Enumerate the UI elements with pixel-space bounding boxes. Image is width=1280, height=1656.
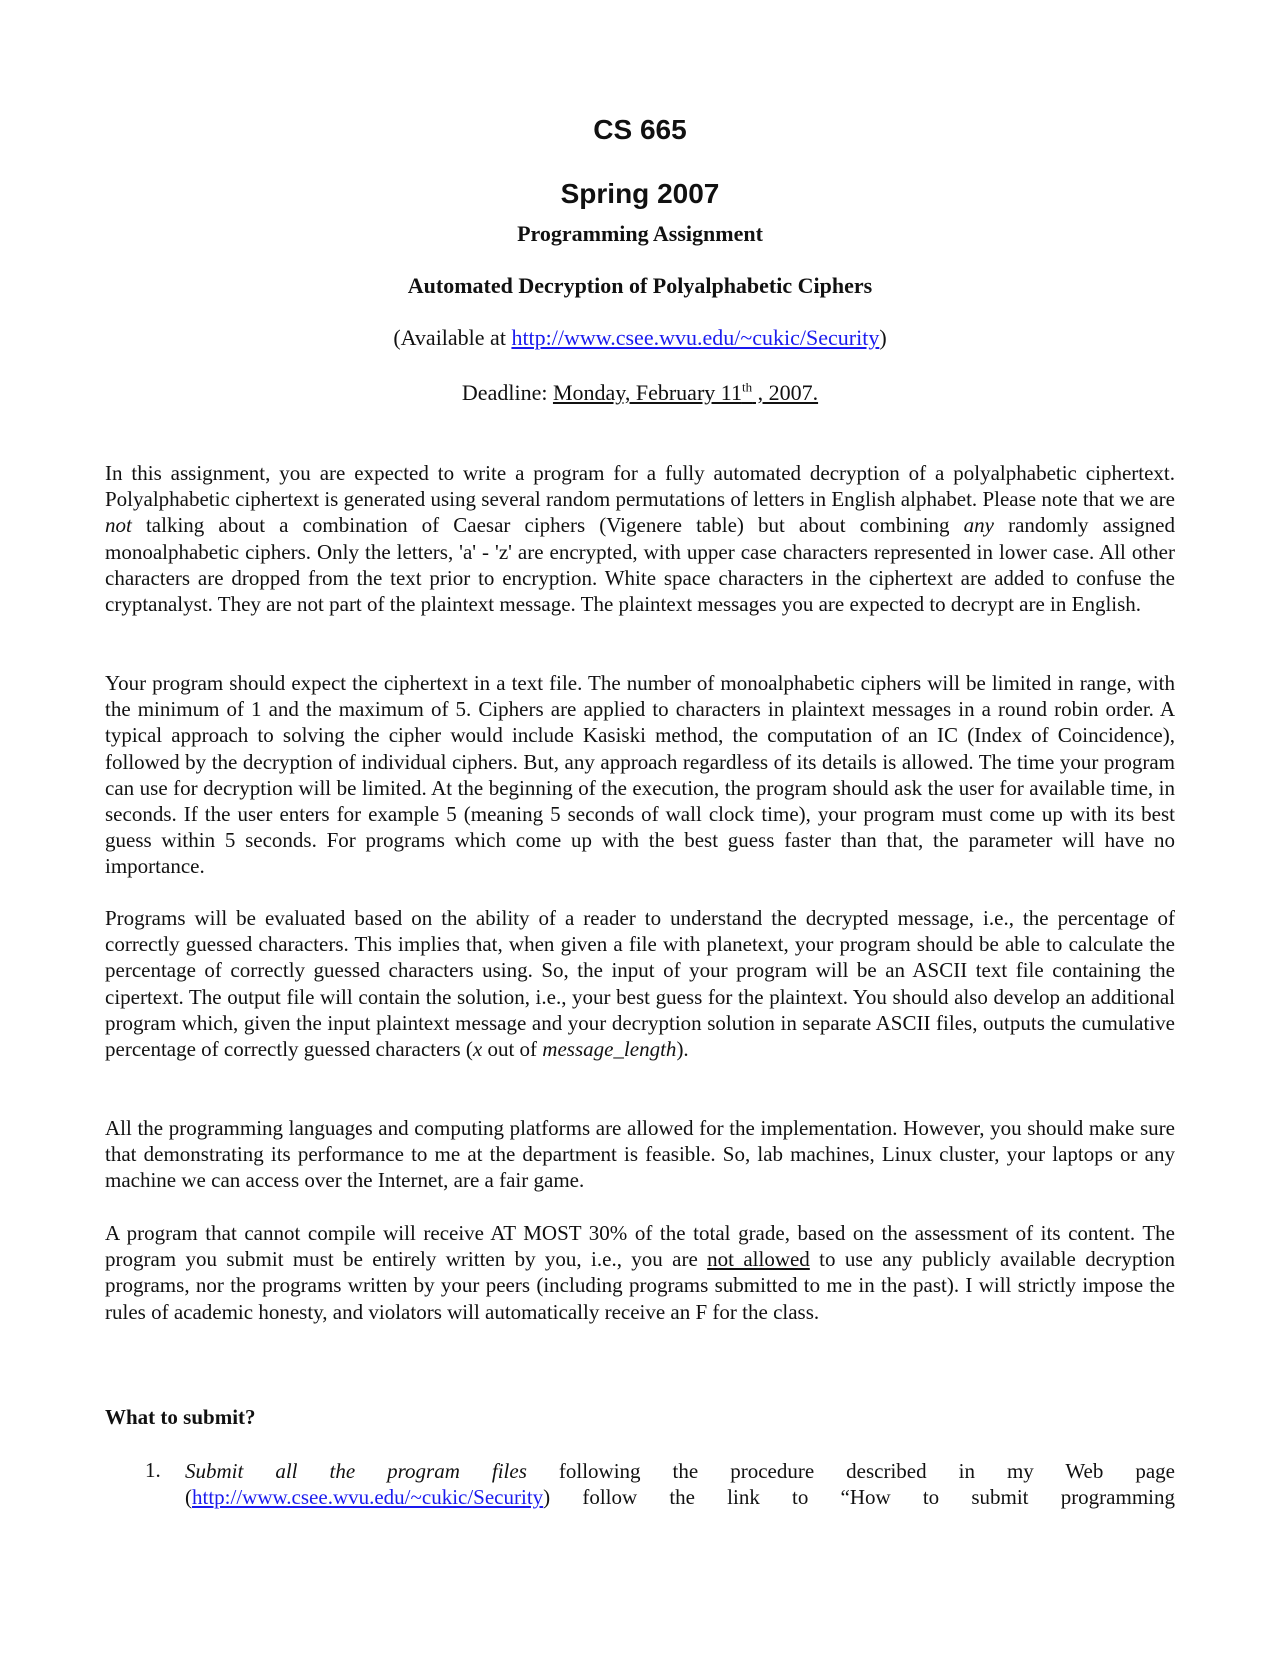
list-item-text: following the procedure described in my Web page ( <box>185 1459 1175 1510</box>
evaluation-text-2: out of <box>482 1037 543 1062</box>
evaluation-text-1: Programs will be evaluated based on the ability of a reader to understand the decrypted message, i.e., the percentage of correctly guessed characters. This implies that, when given a file with planetext, your program should be able to calculate the percentage of correctly guessed characters using. So, the input of your program will be an ASCII text file containing the cipertext. The output file will contain the solution, i.e., your best guess for the plaintext. You should also develop an additional program which, given the input plaintext message and your decryption solution in separate ASCII files, outputs the cumulative percentage of correctly guessed characters ( <box>105 906 1175 1062</box>
deadline-date-suffix: th <box>741 379 753 395</box>
evaluation-var-x: x <box>472 1037 483 1062</box>
availability-line <box>0 325 1280 351</box>
assignment-title: Automated Decryption of Polyalphabetic Ciphers <box>407 273 873 298</box>
intro-emphasis-not: not <box>105 513 132 538</box>
intro-emphasis-any: any <box>963 513 994 538</box>
grading-paragraph <box>105 1220 1175 1325</box>
intro-text-2: talking about a combination of Caesar ciphers (Vigenere table) but about combining <box>131 513 964 538</box>
grading-not-allowed: not allowed <box>707 1247 810 1272</box>
evaluation-text-3: ). <box>676 1037 689 1062</box>
grading-text-2: to use any publicly available decryption programs, nor the programs written by your peers (including programs submitted to me in the past). I will strictly impose the rules of academic honesty, and violators will automatically receive an F for the class. <box>105 1247 1175 1324</box>
deadline-label: Deadline: <box>461 380 553 405</box>
security-page-link[interactable]: http://www.csee.wvu.edu/~cukic/Security <box>511 325 880 350</box>
deadline-date-year: , 2007. <box>752 380 819 405</box>
deadline-date <box>553 380 818 405</box>
list-item-number: 1. <box>145 1458 161 1482</box>
submit-section-heading: What to submit? <box>105 1405 256 1429</box>
availability-suffix: ) <box>879 325 887 350</box>
term-title: Spring 2007 <box>560 178 720 209</box>
deadline-line <box>0 380 1280 406</box>
submit-procedure-link[interactable]: http://www.csee.wvu.edu/~cukic/Security <box>192 1485 544 1510</box>
intro-text-1: In this assignment, you are expected to write a program for a fully automated decryption of a polyalphabetic ciphertext. Polyalphabetic ciphertext is generated using several random permutations of letters in English alphabet. Please note that we are <box>105 461 1175 512</box>
grading-text-1: A program that cannot compile will receive AT MOST 30% of the total grade, based on the assessment of its content. The program you submit must be entirely written by you, i.e., you are <box>105 1221 1175 1272</box>
list-item <box>185 1458 1175 1510</box>
evaluation-var-length: message_length <box>542 1037 677 1062</box>
intro-text-3: randomly assigned monoalphabetic ciphers. Only the letters, 'a' - 'z' are encrypted, with upper case characters represented in lower case. All other characters are dropped from the text prior to encryption. White space characters in the ciphertext are added to confuse the cryptanalyst. They are not part of the plaintext message. The plaintext messages you are expected to decrypt are in English. <box>105 513 1175 617</box>
assignment-label: Programming Assignment <box>517 221 763 246</box>
program-input-paragraph: Your program should expect the ciphertext in a text file. The number of monoalphabetic ciphers will be limited in range, with the minimum of 1 and the maximum of 5. Ciphers are applied to characters in plaintext messages in a round robin order. A typical approach to solving the cipher would include Kasiski method, the computation of an IC (Index of Coincidence), followed by the decryption of individual ciphers. But, any approach regardless of its details is allowed. The time your program can use for decryption will be limited. At the beginning of the execution, the program should ask the user for available time, in seconds. If the user enters for example 5 (meaning 5 seconds of wall clock time), your program must come up with its best guess within 5 seconds. For programs which come up with the best guess faster than that, the parameter will have no importance. <box>105 671 1175 879</box>
course-title: CS 665 <box>593 114 687 145</box>
list-item-tail: ) follow the link to “How to submit programming <box>543 1485 1175 1510</box>
intro-paragraph <box>105 460 1175 617</box>
deadline-date-main: Monday, February 11 <box>552 380 742 405</box>
platforms-paragraph: All the programming languages and computing platforms are allowed for the implementation. However, you should make sure that demonstrating its performance to me at the department is feasible. So, lab machines, Linux cluster, your laptops or any machine we can access over the Internet, are a fair game. <box>105 1116 1175 1193</box>
evaluation-paragraph <box>105 905 1175 1062</box>
list-item-emphasis: Submit all the program files <box>185 1459 527 1483</box>
availability-prefix: (Available at <box>393 325 512 350</box>
